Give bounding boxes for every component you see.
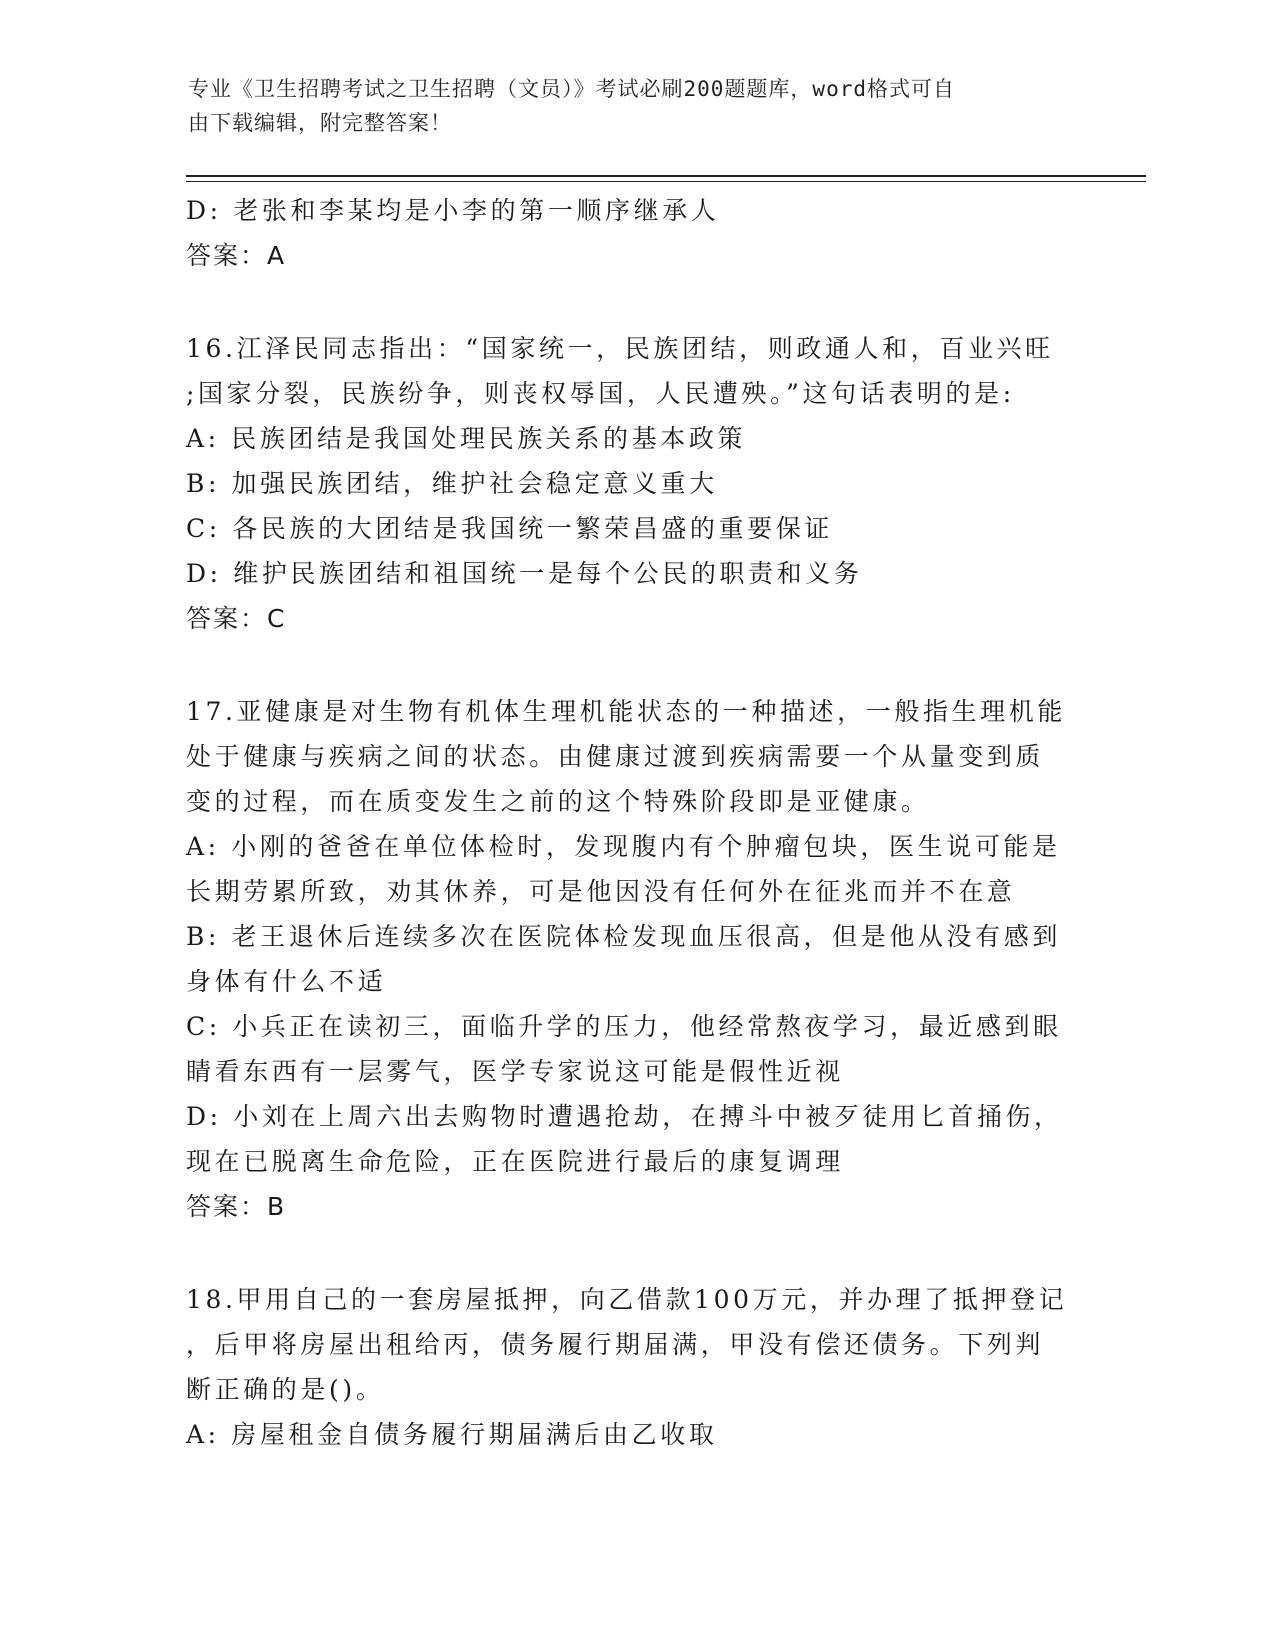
question-stem-line: 处于健康与疾病之间的状态。由健康过渡到疾病需要一个从量变到质 (186, 742, 1045, 771)
option-d-cont: 现在已脱离生命危险，正在医院进行最后的康复调理 (186, 1147, 844, 1176)
question-stem-line: 17.亚健康是对生物有机体生理机能状态的一种描述，一般指生理机能 (186, 697, 1066, 726)
answer-line: 答案：C (186, 604, 287, 633)
option-d: D: 维护民族团结和祖国统一是每个公民的职责和义务 (186, 559, 863, 588)
document-header (188, 72, 1068, 140)
question-stem-line: 断正确的是()。 (186, 1375, 385, 1404)
header-rule-thin (186, 181, 1146, 182)
option-b-cont: 身体有什么不适 (186, 967, 387, 996)
answer-line: 答案：B (186, 1192, 287, 1221)
question-stem-line: ;国家分裂，民族纷争，则丧权辱国，人民遭殃。”这句话表明的是: (186, 379, 1015, 408)
question-17 (186, 689, 1086, 1229)
header-line-2: 由下载编辑，附完整答案！ (188, 111, 452, 135)
option-c: C: 各民族的大团结是我国统一繁荣昌盛的重要保证 (186, 514, 833, 543)
document-body (186, 188, 1086, 1457)
option-b: B: 老王退休后连续多次在医院体检发现血压很高，但是他从没有感到 (186, 922, 1061, 951)
header-line-1: 专业《卫生招聘考试之卫生招聘（文员）》考试必刷200题题库，word格式可自 (188, 77, 955, 101)
option-d: D: 小刘在上周六出去购物时遭遇抢劫，在搏斗中被歹徒用匕首捅伤， (186, 1102, 1063, 1131)
question-stem-line: ，后甲将房屋出租给丙，债务履行期届满，甲没有偿还债务。下列判 (186, 1330, 1045, 1359)
question-stem-line: 18.甲用自己的一套房屋抵押，向乙借款100万元，并办理了抵押登记 (186, 1285, 1068, 1314)
option-a-cont: 长期劳累所致，劝其休养，可是他因没有任何外在征兆而并不在意 (186, 877, 1016, 906)
question-16 (186, 326, 1086, 641)
option-a: A: 小刚的爸爸在单位体检时，发现腹内有个肿瘤包块，医生说可能是 (186, 832, 1061, 861)
header-rule-thick (186, 175, 1146, 177)
question-15-tail (186, 188, 1086, 278)
question-18 (186, 1277, 1086, 1457)
option-c-cont: 睛看东西有一层雾气，医学专家说这可能是假性近视 (186, 1057, 844, 1086)
option-a: A: 房屋租金自债务履行期届满后由乙收取 (186, 1420, 718, 1449)
answer-line: 答案：A (186, 241, 287, 270)
option-a: A: 民族团结是我国处理民族关系的基本政策 (186, 424, 747, 453)
option-c: C: 小兵正在读初三，面临升学的压力，他经常熬夜学习，最近感到眼 (186, 1012, 1062, 1041)
option-b: B: 加强民族团结，维护社会稳定意义重大 (186, 469, 718, 498)
option-d: D: 老张和李某均是小李的第一顺序继承人 (186, 196, 720, 225)
question-stem-line: 16.江泽民同志指出：“国家统一，民族团结，则政通人和，百业兴旺 (186, 334, 1054, 363)
question-stem-line: 变的过程，而在质变发生之前的这个特殊阶段即是亚健康。 (186, 787, 930, 816)
